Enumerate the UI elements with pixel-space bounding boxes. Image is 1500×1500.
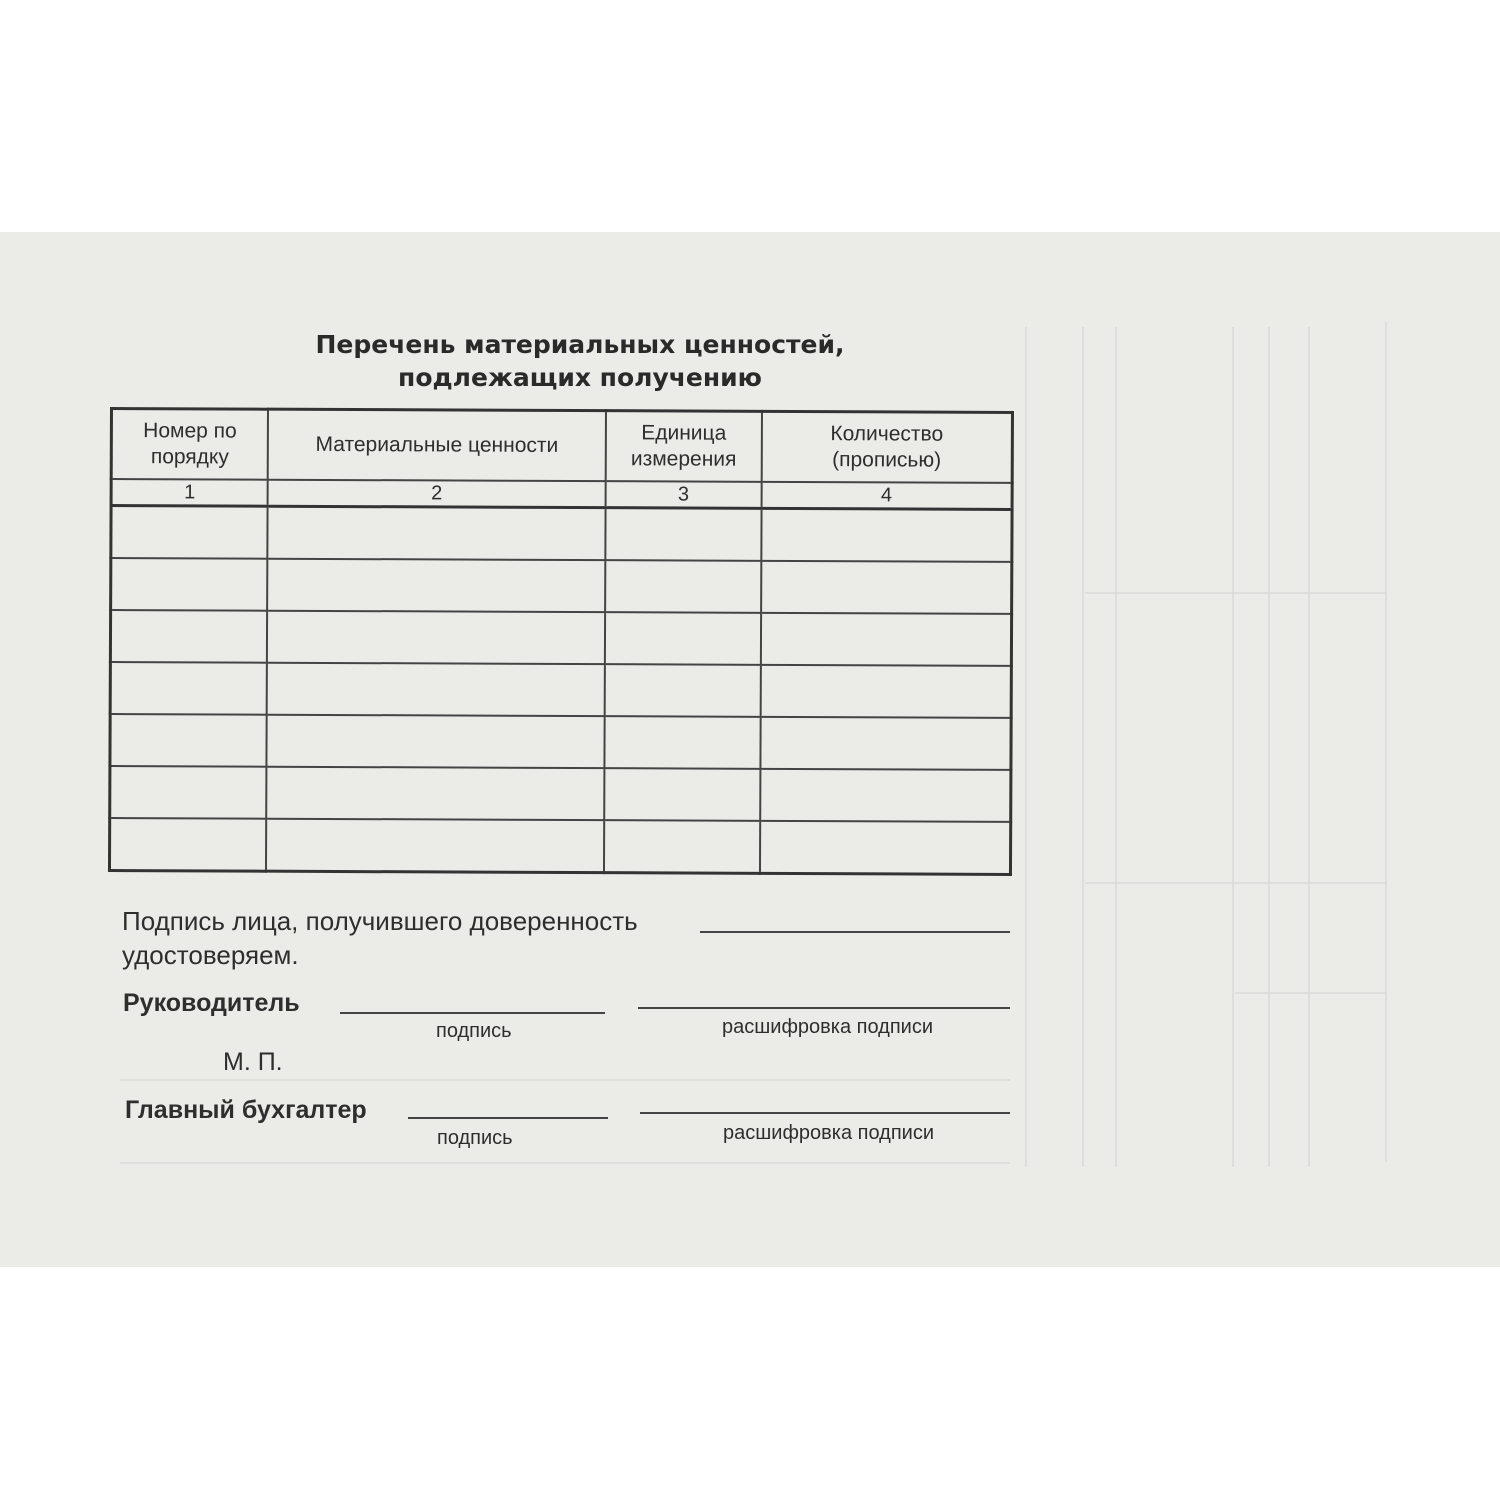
column-number-4: 4 [761, 482, 1012, 510]
table-cell[interactable] [760, 717, 1011, 770]
title-line-1: Перечень материальных ценностей, [315, 330, 845, 359]
head-signature-caption: подпись [436, 1020, 512, 1042]
bleed-through-line [1085, 882, 1385, 884]
table-cell[interactable] [604, 716, 760, 769]
table-row [109, 818, 1010, 874]
chief-accountant-decoding-line[interactable] [640, 1112, 1010, 1114]
table-cell[interactable] [605, 664, 761, 717]
table-row [110, 662, 1011, 718]
header-quantity: Количество (прописью) [761, 411, 1012, 483]
document-title [300, 328, 860, 394]
table-cell[interactable] [111, 506, 268, 559]
table-row [110, 610, 1011, 666]
column-numbers-row [111, 479, 1012, 509]
table-cell[interactable] [110, 610, 267, 663]
table-cell[interactable] [761, 613, 1012, 666]
table-row [111, 558, 1012, 614]
table-row [110, 766, 1011, 822]
bleed-through-line [1115, 327, 1117, 1167]
header-unit: Единица измерения [606, 411, 762, 482]
table-cell[interactable] [266, 767, 604, 820]
table-cell[interactable] [267, 611, 605, 664]
table-cell[interactable] [266, 819, 604, 873]
table-cell[interactable] [605, 560, 761, 613]
form-sheet [0, 232, 1500, 1267]
table-row [110, 714, 1011, 770]
table-cell[interactable] [110, 766, 267, 819]
table-cell[interactable] [111, 558, 268, 611]
table-row [111, 506, 1012, 562]
table-cell[interactable] [761, 561, 1012, 614]
stamp-label: М. П. [223, 1048, 283, 1076]
column-number-3: 3 [606, 481, 762, 508]
head-decoding-line[interactable] [638, 1007, 1010, 1009]
table-cell[interactable] [604, 820, 760, 873]
table-cell[interactable] [605, 612, 761, 665]
table-cell[interactable] [761, 508, 1012, 562]
chief-accountant-decoding-caption: расшифровка подписи [723, 1122, 935, 1144]
table-cell[interactable] [267, 663, 605, 716]
table-cell[interactable] [760, 821, 1011, 875]
column-number-2: 2 [268, 480, 606, 508]
recipient-signature-line[interactable] [700, 931, 1010, 933]
bleed-through-line [1025, 327, 1027, 1167]
bleed-through-line [120, 1079, 1010, 1081]
table-cell[interactable] [109, 818, 266, 871]
table-cell[interactable] [110, 662, 267, 715]
head-label: Руководитель [123, 989, 300, 1017]
bleed-through-line [1082, 327, 1084, 1167]
table-cell[interactable] [267, 559, 605, 612]
table-cell[interactable] [605, 508, 761, 561]
table-cell[interactable] [760, 769, 1011, 822]
column-number-1: 1 [111, 479, 268, 506]
bleed-through-line [1385, 322, 1387, 1162]
bleed-through-line [1232, 327, 1234, 1167]
chief-accountant-label: Главный бухгалтер [125, 1096, 367, 1124]
bleed-through-line [120, 1162, 1010, 1164]
table-header-row [111, 409, 1012, 483]
materials-table [108, 407, 1014, 876]
table-cell[interactable] [604, 768, 760, 821]
bleed-through-line [1308, 327, 1310, 1167]
table-cell[interactable] [760, 665, 1011, 718]
bleed-through-line [1268, 327, 1270, 1167]
header-materials: Материальные ценности [268, 409, 606, 481]
head-decoding-caption: расшифровка подписи [722, 1016, 934, 1038]
head-signature-line[interactable] [340, 1012, 605, 1014]
header-row-number: Номер по порядку [111, 409, 268, 480]
table-cell[interactable] [110, 714, 267, 767]
title-line-2: подлежащих получению [398, 363, 762, 392]
chief-accountant-signature-caption: подпись [437, 1127, 513, 1149]
certify-text-line-1: Подпись лица, получившего доверенность [122, 906, 638, 936]
table-cell[interactable] [268, 506, 606, 560]
bleed-through-line [1235, 992, 1385, 994]
certify-text-line-2: удостоверяем. [122, 940, 299, 970]
table-cell[interactable] [267, 715, 605, 768]
bleed-through-line [1085, 592, 1385, 594]
chief-accountant-signature-line[interactable] [408, 1117, 608, 1119]
